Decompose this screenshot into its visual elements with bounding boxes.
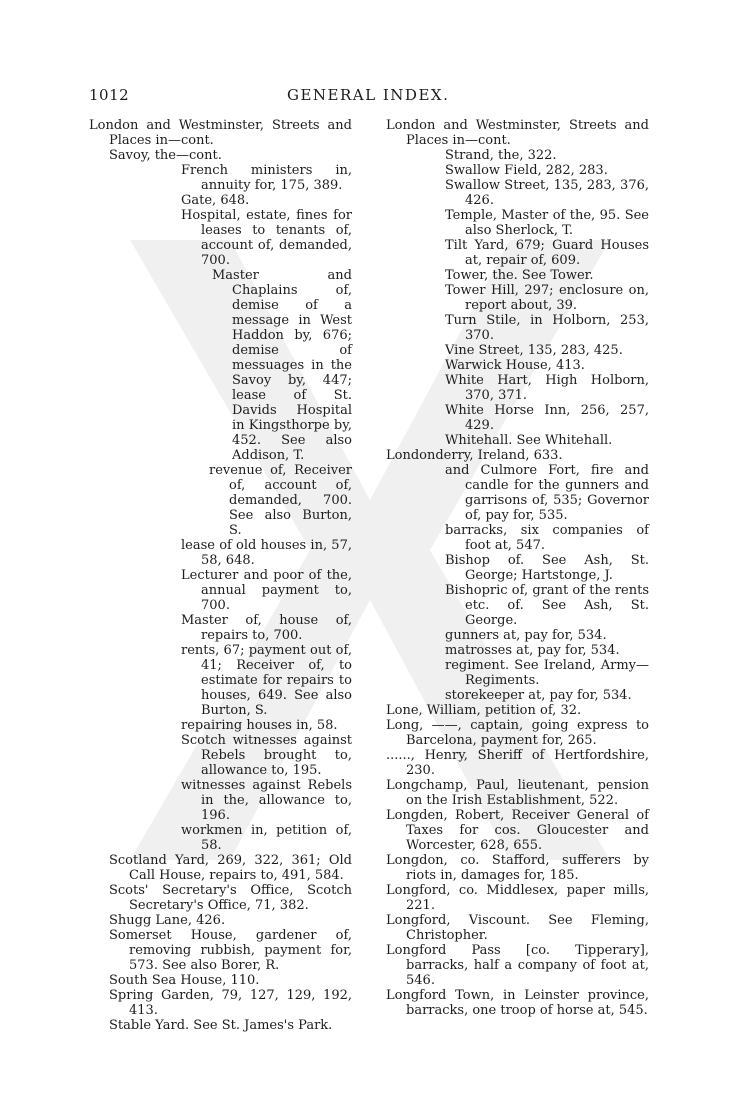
- index-entry: Bishop of. See Ash, St. George; Hartstonge, J.: [445, 553, 649, 583]
- index-entry: Tilt Yard, 679; Guard Houses at, repair of, 609.: [445, 238, 649, 268]
- index-column-right: [386, 118, 649, 1018]
- index-entry: Temple, Master of the, 95. See also Sherlock, T.: [445, 208, 649, 238]
- index-entry: Warwick House, 413.: [445, 358, 585, 373]
- index-column-left: [89, 118, 352, 1033]
- index-entry: Longford Pass [co. Tipperary], barracks, half a company of foot at, 546.: [386, 943, 649, 988]
- index-entry: Swallow Field, 282, 283.: [445, 163, 608, 178]
- index-entry: White Horse Inn, 256, 257, 429.: [445, 403, 649, 433]
- index-entry: White Hart, High Holborn, 370, 371.: [445, 373, 649, 403]
- index-entry: Longford, Viscount. See Fleming, Christopher.: [386, 913, 649, 943]
- index-entry: Lecturer and poor of the, annual payment to, 700.: [181, 568, 352, 613]
- index-entry: Scotland Yard, 269, 322, 361; Old Call House, repairs to, 491, 584.: [109, 853, 352, 883]
- index-entry: revenue of, Receiver of, account of, demanded, 700. See also Burton, S.: [209, 463, 352, 538]
- index-entry: and Culmore Fort, fire and candle for the gunners and garrisons of, 535; Governor of, pay for, 535.: [445, 463, 649, 523]
- index-entry: workmen in, petition of, 58.: [181, 823, 352, 853]
- index-entry: Stable Yard. See St. James's Park.: [109, 1018, 333, 1033]
- index-entry: witnesses against Rebels in the, allowance to, 196.: [181, 778, 352, 823]
- index-entry: Tower Hill, 297; enclosure on, report about, 39.: [445, 283, 649, 313]
- index-entry: Longchamp, Paul, lieutenant, pension on the Irish Establishment, 522.: [386, 778, 649, 808]
- index-entry: Swallow Street, 135, 283, 376, 426.: [445, 178, 649, 208]
- index-entry: storekeeper at, pay for, 534.: [445, 688, 632, 703]
- index-entry: regiment. See Ireland, Army—Regiments.: [445, 658, 649, 688]
- index-entry: Whitehall. See Whitehall.: [445, 433, 613, 448]
- index-entry: Strand, the, 322.: [445, 148, 557, 163]
- index-entry: Londonderry, Ireland, 633.: [386, 448, 563, 463]
- index-entry: matrosses at, pay for, 534.: [445, 643, 620, 658]
- index-entry: rents, 67; payment out of, 41; Receiver of, to estimate for repairs to houses, 649. See also Burton, S.: [181, 643, 352, 718]
- index-entry: Shugg Lane, 426.: [109, 913, 226, 928]
- index-entry: Longford, co. Middlesex, paper mills, 221.: [386, 883, 649, 913]
- index-entry: Vine Street, 135, 283, 425.: [445, 343, 623, 358]
- index-entry: Hospital, estate, fines for leases to tenants of, account of, demanded, 700.: [181, 208, 352, 268]
- index-entry: gunners at, pay for, 534.: [445, 628, 607, 643]
- index-entry: Somerset House, gardener of, removing rubbish, payment for, 573. See also Borer, R.: [109, 928, 352, 973]
- index-entry: Longdon, co. Stafford, sufferers by riots in, damages for, 185.: [386, 853, 649, 883]
- running-head: GENERAL INDEX.: [287, 86, 450, 104]
- index-entry: Spring Garden, 79, 127, 129, 192, 413.: [109, 988, 352, 1018]
- index-entry: French ministers in, annuity for, 175, 389.: [181, 163, 352, 193]
- index-entry: Longford Town, in Leinster province, barracks, one troop of horse at, 545.: [386, 988, 649, 1018]
- index-entry: Turn Stile, in Holborn, 253, 370.: [445, 313, 649, 343]
- index-entry: Tower, the. See Tower.: [445, 268, 594, 283]
- index-entry: London and Westminster, Streets and Places in—cont.: [386, 118, 649, 148]
- index-entry: Longden, Robert, Receiver General of Taxes for cos. Gloucester and Worcester, 628, 655.: [386, 808, 649, 853]
- index-entry: Long, ——, captain, going express to Barcelona, payment for, 265.: [386, 718, 649, 748]
- page-header: [89, 86, 649, 108]
- index-entry: Scotch witnesses against Rebels brought to, allowance to, 195.: [181, 733, 352, 778]
- index-entry: Bishopric of, grant of the rents etc. of. See Ash, St. George.: [445, 583, 649, 628]
- index-entry: Scots' Secretary's Office, Scotch Secretary's Office, 71, 382.: [109, 883, 352, 913]
- index-entry: barracks, six companies of foot at, 547.: [445, 523, 649, 553]
- index-entry: Savoy, the—cont.: [109, 148, 222, 163]
- index-entry: Gate, 648.: [181, 193, 250, 208]
- index-entry: South Sea House, 110.: [109, 973, 260, 988]
- index-entry: repairing houses in, 58.: [181, 718, 338, 733]
- index-entry: ......, Henry, Sheriff of Hertfordshire, 230.: [386, 748, 649, 778]
- index-entry: London and Westminster, Streets and Places in—cont.: [89, 118, 352, 148]
- index-entry: lease of old houses in, 57, 58, 648.: [181, 538, 352, 568]
- index-entry: Master of, house of, repairs to, 700.: [181, 613, 352, 643]
- page-number: 1012: [89, 86, 130, 104]
- index-entry: Master and Chaplains of, demise of a message in West Haddon by, 676; demise of messuages in the Savoy by, 447; lease of St. Davids Hospital in Kingsthorpe by, 452. See also Addison, T.: [212, 268, 352, 463]
- index-entry: Lone, William, petition of, 32.: [386, 703, 582, 718]
